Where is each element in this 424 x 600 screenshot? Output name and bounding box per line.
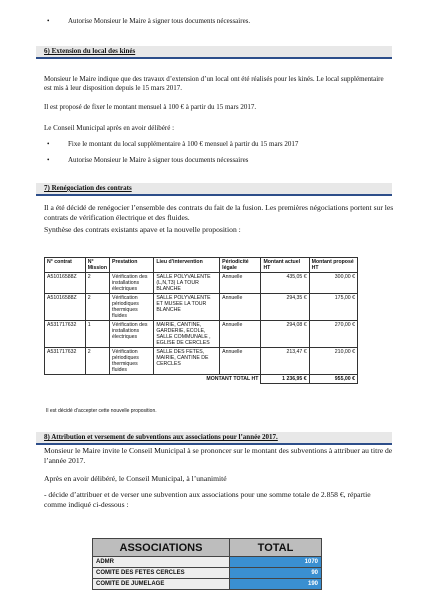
total-label: MONTANT TOTAL HT [45, 375, 261, 384]
table-cell: Vérification périodiques thermiques fluides [110, 294, 154, 321]
table-cell: 175,00 € [309, 294, 357, 321]
section-divider [36, 194, 392, 196]
decision-note: Il est décidé d’accepter cette nouvelle proposition. [46, 408, 157, 414]
table-cell: 2 [85, 273, 109, 294]
section-6-bullet-2: Autorise Monsieur le Maire à signer tous documents nécessaires [68, 156, 249, 164]
contracts-table [44, 257, 358, 384]
bullet-icon: • [47, 17, 50, 25]
table-cell: 2 [85, 294, 109, 321]
table-row [93, 557, 322, 568]
association-total: 190 [230, 579, 322, 590]
table-cell: SALLE POLYVALENTE ET MUSEE LA TOUR BLANCHE [154, 294, 220, 321]
table-cell: 213,47 € [261, 348, 309, 375]
section-divider [36, 57, 392, 59]
section-6-bullet-1: Fixe le montant du local supplémentaire à 100 € mensuel à partir du 15 mars 2017 [68, 140, 299, 148]
table-cell: 294,08 € [261, 321, 309, 348]
section-7-title: 7) Renégociation des contrats [44, 184, 132, 192]
section-6-paragraph-2: Il est proposé de fixer le montant mensuel à 100 € à partir du 15 mars 2017. [44, 103, 257, 111]
section-divider [36, 443, 392, 445]
total-proposed: 955,00 € [309, 375, 357, 384]
column-header: ASSOCIATIONS [93, 539, 230, 557]
table-cell: A531717632 [45, 348, 86, 375]
section-7-header [36, 183, 392, 194]
section-7-paragraph-2: Synthèse des contrats existants apave et la nouvelle proposition : [44, 225, 241, 234]
column-header: Prestation [110, 258, 154, 273]
bullet-icon: • [47, 140, 50, 148]
table-cell: Annuelle [220, 348, 261, 375]
total-row [45, 375, 358, 384]
table-cell: Vérification des installations électriques [110, 321, 154, 348]
table-cell: Annuelle [220, 294, 261, 321]
table-cell: Vérification périodiques thermiques fluides [110, 348, 154, 375]
section-6-paragraph-1: Monsieur le Maire indique que des travaux d’extension d’un local ont été réalisés pour les kinés. Le local supplémentaire est mis à leur disposition depuis le 15 mars 2017. [44, 75, 384, 92]
table-cell: 1 [85, 321, 109, 348]
column-header: Montant actuel HT [261, 258, 309, 273]
table-cell: SALLE POLYVALENTE (L,N,T3) LA TOUR BLANCHE [154, 273, 220, 294]
bullet-icon: • [47, 156, 50, 164]
table-row [93, 568, 322, 579]
section-6-header [36, 46, 392, 57]
table-row [45, 273, 358, 294]
table-row [45, 294, 358, 321]
section-7-paragraph-1: Il a été décidé de renégocier l’ensemble des contrats du fait de la fusion. Les premières négociations portent sur les contrats de vérification électrique et des fluides. [44, 203, 394, 222]
table-header-row [45, 258, 358, 273]
total-current: 1 236,95 € [261, 375, 309, 384]
section-6-paragraph-3: Le Conseil Municipal après en avoir délibéré : [44, 124, 175, 132]
table-cell: Vérification des installations électriques [110, 273, 154, 294]
table-cell: 435,05 € [261, 273, 309, 294]
section-8-title: 8) Attribution et versement de subventions aux associations pour l’année 2017. [44, 433, 278, 441]
table-cell: A51016588Z [45, 273, 86, 294]
section-8-paragraph-1: Monsieur le Maire invite le Conseil Municipal à se prononcer sur le montant des subventions à attribuer au titre de l’année 2017. [44, 446, 393, 465]
table-cell: Annuelle [220, 321, 261, 348]
table-cell: SALLE DES FETES, MAIRIE, CANTINE DE CERCLES [154, 348, 220, 375]
association-total: 90 [230, 568, 322, 579]
table-cell: Annuelle [220, 273, 261, 294]
association-name: COMITE DES FETES CERCLES [93, 568, 230, 579]
column-header: N° Mission [85, 258, 109, 273]
column-header: TOTAL [230, 539, 322, 557]
table-cell: 270,00 € [309, 321, 357, 348]
table-row [93, 579, 322, 590]
table-cell: 294,35 € [261, 294, 309, 321]
table-cell: A51016588Z [45, 294, 86, 321]
section-8-paragraph-2: Après en avoir délibéré, le Conseil Municipal, à l’unanimité [44, 474, 227, 483]
column-header: Montant proposé HT [309, 258, 357, 273]
table-cell: MAIRIE, CANTINE, GARDERIE, ECOLE, SALLE COMMUNALE , EGLISE DE CERCLES [154, 321, 220, 348]
association-name: COMITE DE JUMELAGE [93, 579, 230, 590]
section-8-paragraph-3: - décide d’attribuer et de verser une subvention aux associations pour une somme totale de 2.858 €, répartie comme indiqué ci-dessous : [44, 490, 371, 509]
table-cell: 2 [85, 348, 109, 375]
top-bullet-text: Autorise Monsieur le Maire à signer tous documents nécessaires. [68, 17, 251, 25]
column-header: Périodicité légale [220, 258, 261, 273]
association-name: ADMR [93, 557, 230, 568]
column-header: Lieu d’intervention [154, 258, 220, 273]
table-header-row [93, 539, 322, 557]
table-row [45, 348, 358, 375]
table-cell: A531717632 [45, 321, 86, 348]
table-cell: 300,00 € [309, 273, 357, 294]
column-header: N° contrat [45, 258, 86, 273]
associations-table [92, 538, 322, 590]
table-row [45, 321, 358, 348]
section-8-header [36, 432, 392, 443]
association-total: 1070 [230, 557, 322, 568]
table-cell: 210,00 € [309, 348, 357, 375]
section-6-title: 6) Extension du local des kinés [44, 47, 136, 55]
